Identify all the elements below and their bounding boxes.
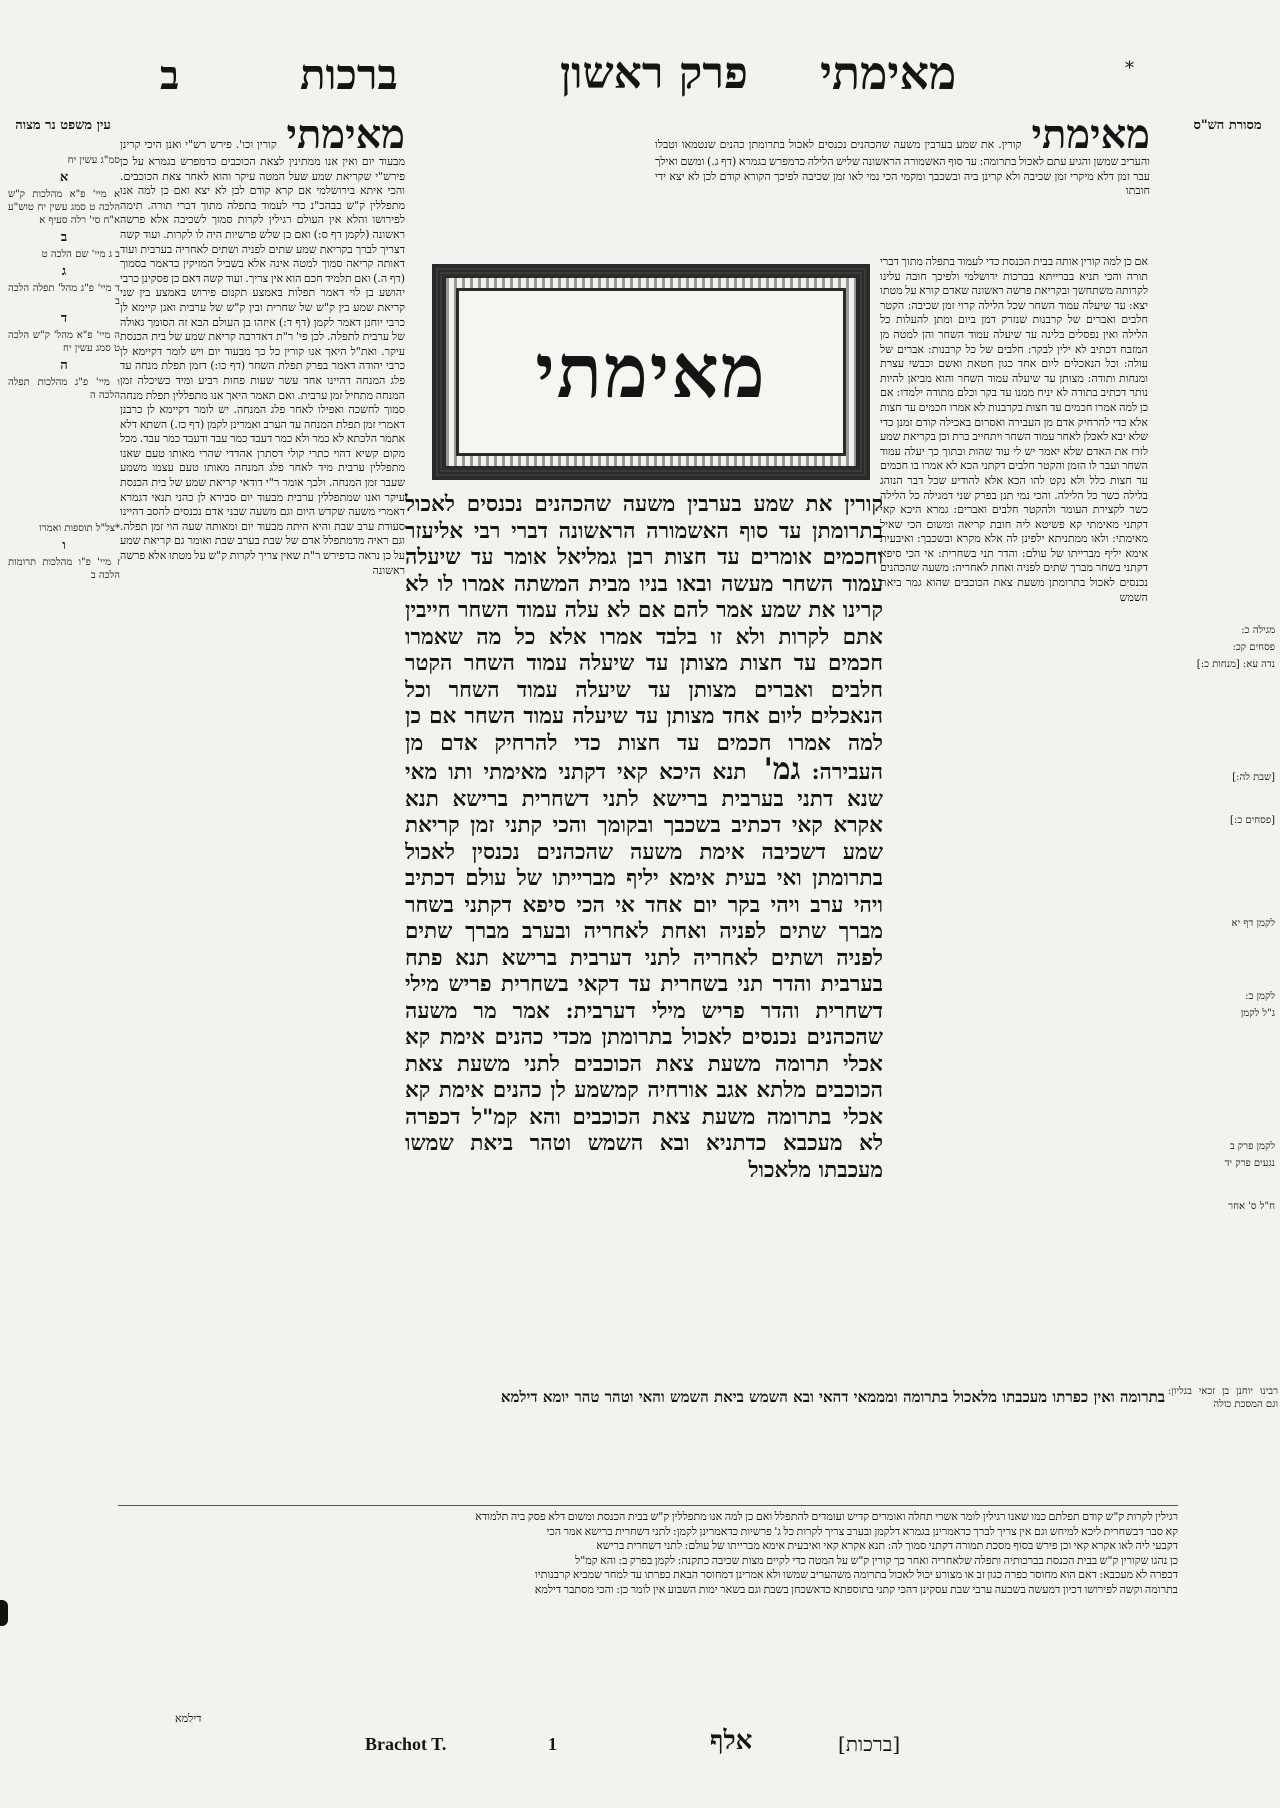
marginal-note: רבינו יוחנן בן זכאי בגליון: וגם המסכת כולה — [1168, 1386, 1278, 1410]
masoret-ref: נדה עא: [מנחות כ:] — [1196, 659, 1275, 670]
masoret-ref: לקמן דף יא — [1231, 918, 1275, 929]
ein-mishpat-entry: א מיי' פ"א מהלכות ק"ש הלכה ט סמג עשין יח טוש"ע א"ח סי' רלה סעיף א — [8, 189, 120, 226]
frame-panel — [456, 288, 846, 456]
hebrew-page-number: אלף — [710, 1726, 753, 1756]
masoret-hashas-label: מסורת הש"ס — [1193, 118, 1262, 133]
masoret-ref: נגעים פרק יד — [1224, 1158, 1275, 1169]
masoret-ref: ג"ל לקמן — [1240, 1008, 1275, 1019]
ein-mishpat-label: עין משפט נר מצוה — [15, 118, 111, 133]
rashi-top-text: קורין. את שמע בערבין משעה שהכהנים נכנסים לאכול בתרומתן כהנים שנטמאו וטבלו והעריב שמשן והגיע עתם לאכול בתרומה: עד סוף האשמורה הראשונה שליש הלילה כדמפרש בגמרא (דף ג.) ומשם ואילך עבר זמן דלא מיקרי זמן שכיבה ולא קרינן ביה ובשכבך ומקמי הכי נמי לאו זמן שכיבה לפיכך הקורא קודם לכן לא יצא ידי חובתו — [655, 138, 1150, 198]
binding-edge-mark — [0, 1600, 8, 1626]
ein-mishpat-letter: א — [59, 170, 69, 185]
framed-opening-word: מאימתי — [535, 328, 767, 415]
gemara-heading: גמ' — [763, 752, 801, 787]
commentary-line: רגילין לקרות ק"ש קודם תפלתם כמו שאנו רגילין לומר אשרי תחלה ואומרים קדיש ועומדים להתפלל ואם כן למה אנו מתפללין ק"ש בבית הכנסת ומשום דלא פסק ביה תלמודא — [475, 1510, 1178, 1523]
chapter-opening-word: מאימתי — [820, 46, 957, 100]
ein-mishpat-entry: ו מיי' פ"ג מהלכות תפלה הלכה ה — [8, 377, 120, 401]
ein-mishpat-letter: ה — [60, 358, 68, 373]
leaf-number: 1 — [548, 1734, 557, 1754]
rashi-side-text: אם כן למה קורין אותה בבית הכנסת כדי לעמוד בתפלה מתוך דברי תורה והכי תניא בברייתא בברכות ירושלמי ולפיכך חובה עלינו לקרותה משתחשך ובקריאת פרשה ראשונה שאדם קורא על מטתו יצא: עד שיעלה עמוד השחר שכל הלילה קרוי זמן שכיבה: הקטר חלבים ואברים של קרבנות שנזרק דמן ביום ומתן להעלות כל הלילה ואין נפסלים בלינה עד שיעלה עמוד השחר והן למטה מן המזבח דכתיב לא ילין לבקר: חלבים של כל קרבנות: אברים של עולה: וכל הנאכלים ליום אחד כגון חטאת ואשם וכבשי עצרת ומנחות ותודה: מצותן עד שיעלה עמוד השחר והוא מביאן להיות נותר דכתיב בתודה לא יניח ממנו עד בקר וכלם מתודה ילמדו: אם כן למה אמרו חכמים עד חצות בקרבנות לא אמרו חכמים עד חצות אלא כדי להרחיק אדם מן העבירה ואסרום באכילה קודם זמנן כדי שלא יבא לאכלן לאחר עמוד השחר ויתחייב כרת וכן בקריאת שמע לזרז את האדם שלא יאמר יש לי עוד שהות ובתוך כך יעלה עמוד השחר ועבר לו הזמן והקטר חלבים דקתני הכא לא אמרו בו חכמים עד חצות כלל ולא נקט להו הכא אלא להודיע שכל דבר הנוהג בלילה כשר כל הלילה. והכי נמי תנן בפרק שני דמגילה כל הלילה כשר לקצירת העומר ולהקטר חלבים ואברים: גמרא היכא קאי דקתני מאימתי קא פשיטא ליה חובת קריאה ומשום הכי שאיל מאימתי: ולאו ממתניתא ילפינן לה אלא מקרא ובשכבך: ואיבעית אימא יליף מברייתו של עולם: והדר תני בשחרית: אי הכי סיפא דקתני בשחר מברך שתים לפניה ואחת לאחריה: משעה שהכהנים נכנסים לאכול בתרומתן משעת צאת הכוכבים שהוא גמר ביאת השמש — [880, 255, 1148, 604]
ein-mishpat-entry: ז מיי' פ"ו מהלכות תרומות הלכה ב — [8, 557, 120, 581]
ein-mishpat-column — [8, 150, 120, 1500]
masoret-ref: לקמן פרק ב — [1229, 1141, 1275, 1152]
ein-mishpat-entry: ב ג מיי' שם הלכה ט — [41, 249, 120, 260]
ein-mishpat-entry: ד מיי' פ"ג מהל' תפלה הלכה ב — [8, 283, 120, 307]
ein-mishpat-letter: ד — [60, 311, 68, 326]
ein-mishpat-letter: ו — [62, 538, 66, 553]
commentary-line: קא סבר דבשחרית ליכא למיחש וגם אין צריך לברך כדאמרינן בגמרא דלקמן ובערב צריך לקרות כל ג' פרשיות כדאמרינן לקמן: לתני דשחרית ברישא אמר הכי — [546, 1524, 1178, 1538]
ein-mishpat-entry: ה מיי' פ"א מהל' ק"ש הלכה ט סמג עשין יח — [8, 330, 120, 354]
mishnah-text: קורין את שמע בערבין משעה שהכהנים נכנסים לאכול בתרומתן עד סוף האשמורה הראשונה דברי רבי אליעזר וחכמים אומרים עד חצות רבן גמליאל אומר עד שיעלה עמוד השחר מעשה ובאו בניו מבית המשתה אמרו לו לא קרינו את שמע אמר להם אם לא עלה עמוד השחר חייבין אתם לקרות ולא זו בלבד אמרו אלא כל מה שאמרו חכמים עד חצות מצותן עד שיעלה עמוד השחר הקטר חלבים ואברים מצותן עד שיעלה עמוד השחר וכל הנאכלים ליום אחד מצותן עד שיעלה עמוד השחר אם כן למה אמרו חכמים עד חצות כדי להרחיק אדם מן העבירה: — [405, 492, 883, 785]
tractate-title: ברכות — [300, 50, 398, 99]
tosafot-text: קורין וכו'. פירש רש"י ואנן היכי קרינן מבעוד יום ואין אנו ממתינין לצאת הכוכבים כדמפרש בגמרא על כן פירש"י שקריאת שמע שעל המטה עיקר והוא לאחר צאת הכוכבים. והכי איתא בירושלמי אם קרא קודם לכן לא יצא ואם כן למה אנו מתפללין ק"ש בבהכ"נ כדי לעמוד בתפלה מתוך דברי תורה. תימה לפירושו והלא אין העולם רגילין לקרות סמוך לשכיבה אלא פרשה ראשונה (לקמן דף ס:) ואם כן שלש פרשיות היה לו לקרות. ועוד קשה דצריך לברך בקריאת שמע שתים לפניה ושתים לאחריה בערבית ועוד דאותה קריאה סמוך למטה אינה אלא בשביל המזיקין כדאמר בסמוך (דף ה.) ואם תלמיד חכם הוא אין צריך. ועוד קשה דאם כן פסקינן כרבי יהושע בן לוי דאמר תפלות באמצע תקנום פירוש באמצע בין שני קריאת שמע בין ק"ש של שחרית ובין ק"ש של ערבית ואנן קיימא לן כרבי יוחנן דאמר לקמן (דף ד:) איזהו בן העולם הבא זה הסומך גאולה של ערבית לתפלה. לכן פי' ר"ת דאדרבה קריאת שמע של בית הכנסת עיקר. ואת"ל היאך אנו קורין כל כך מבעוד יום ויש לומר דקיימא לן כרבי יהודה דאמר בפרק תפלת השחר (דף כו:) דזמן תפלת מנחה עד פלג המנחה דהיינו אחד עשר שעות פחות רביע ומיד כשיכלה זמן המנחה מתחיל זמן ערבית. ואם תאמר היאך אנו מתפללין תפלת מנחה סמוך לחשכה ואפילו לאחר פלג המנחה. יש לומר דקיימא לן כרבנן דאמרי זמן תפלת המנחה עד הערב ואמרינן לקמן (דף כז.) השתא דלא אתמר הלכתא לא כמר ולא כמר דעבד כמר עבד ודעבד כמר עבד. מכל מקום קשיא דהוי כתרי קולי דסתרן אהדדי שהרי מאותו טעם שאנו מתפללין ערבית מיד לאחר פלג המנחה מאותו טעם עצמו משמע שעבר זמן המנחה. ולכך אומר ר"י דודאי קריאת שמע של בית הכנסת עיקר ואנו שמתפללין ערבית מבעוד יום סבירא לן כהני תנאי דגמרא דאמרי משעה שקדש היום וגם משעה שבני אדם נכנסים להסב דהיינו סעודת ערב שבת והיא היתה מבעוד יום ומאותה שעה הוי זמן תפלה. וגם ראיה מדמתפלל אדם של שבת בערב שבת ואומר גם קריאת שמע על כן נראה כדפירש ר"ת שאין צריך לקרות ק"ש על מטתו אלא פרשה ראשונה — [120, 138, 405, 577]
main-text-continuation: בתרומה ואין כפרתו מעכבתו מלאכול בתרומה ומממאי דהאי ובא השמש ביאת השמש והאי וטהר טהר יומא דילמא — [500, 1388, 1165, 1406]
ein-mishpat-letter: ב — [60, 230, 68, 245]
commentary-line: דקבעי ליה לאו אקרא קאי וכן פירש בסוף מסכת תמורה דקתני סמוך לה: תנא אקרא קאי ואיבעית אימא מברייתו של עולם: לתני דשחרית ברישא — [596, 1539, 1178, 1553]
ein-mishpat-letter: ג — [61, 264, 67, 279]
rashi-dibbur-hamatchil: מאימתי — [1031, 115, 1150, 158]
ornate-frame — [432, 264, 870, 480]
asterisk-mark: * — [1125, 58, 1134, 79]
masoret-ref: [שבת לה:] — [1232, 772, 1275, 783]
rashi-top-block — [655, 115, 1150, 255]
bottom-commentary — [118, 1505, 1178, 1700]
tosafot-dibbur-hamatchil: מאימתי — [286, 115, 405, 158]
ein-mishpat-entry: סמ"ג עשין יח — [67, 155, 120, 166]
masoret-ref: [פסחים כ:] — [1230, 815, 1275, 826]
commentary-line: כן נהגו שקורין ק"ש בבית הכנסת בברכותיה ותפלה שלאחריה ואחר כך קורין ק"ש על המטה כדי לקיים מצות שכיבה כתקנה: לקמן בפרק ב: והא קמ"ל — [575, 1553, 1178, 1567]
folio-number: ב — [160, 52, 180, 99]
masoret-ref: ח"ל ס' אחר — [1228, 1201, 1275, 1212]
gemara-text: תנא היכא קאי דקתני מאימתי ותו מאי שנא דתני בערבית ברישא לתני דשחרית ברישא תנא אקרא קאי דכתיב בשכבך ובקומך והכי קתני זמן קריאת שמע דשכיבה אימת משעה שהכהנים נכנסין לאכול בתרומתן ואי בעית אימא יליף מברייתו של עולם דכתיב ויהי ערב ויהי בקר יום אחד אי הכי סיפא דקתני בשחר מברך שתים לפניה ואחת לאחריה ובערב מברך שתים לפניה ושתים לאחריה לתני דערבית ברישא תנא פתח בערבית והדר תני בשחרית עד דקאי בשחרית פריש מילי דשחרית והדר פריש מילי דערבית: אמר מר משעה שהכהנים נכנסים לאכול בתרומתן מכדי כהנים אימת קא אכלי תרומה משעת צאת הכוכבים לתני משעת צאת הכוכבים מלתא אגב אורחיה קמשמע לן כהנים אימת קא אכלי בתרומה משעת צאת הכוכבים והא קמ"ל דכפרה לא מעכבא כדתניא ובא השמש וטהר ביאת שמשו מעכבתו מלאכול — [405, 760, 883, 1183]
printer-signature: [ברכות] — [838, 1732, 901, 1756]
chapter-title: פרק ראשון — [560, 48, 748, 99]
catchword: דילמא — [175, 1712, 202, 1725]
masoret-ref: מגילה כ: — [1241, 625, 1275, 636]
masoret-ref: לקמן ב: — [1245, 991, 1275, 1002]
main-text-block — [405, 492, 883, 1388]
tosafot-column — [120, 115, 405, 1495]
commentary-line: דכפרה לא מעכבא: דאם הוא מחוסר כפרה כגון זב או מצורע יכול לאכול בתרומה משהעריב שמשו ולא אמרינן דמחוסר הבאת כפרתו עד למחר שמביא קרבנותיו — [534, 1568, 1178, 1582]
rashi-column — [880, 255, 1148, 1535]
commentary-line: בתרומה וקשה לפירושו דכיון דמעשה בשבעה ערבי שבת עסקינן דהכי קתני בתוספתא כדאשכחן בשבת וגם בשאר ימות השבוע אין לומר כן: והכי מסתבר דילמא — [534, 1582, 1178, 1596]
masoret-ref: פסחים קכ: — [1232, 642, 1275, 653]
tractate-latin-name: Brachot T. — [365, 1734, 447, 1754]
ein-mishpat-note: *צל"ל תוספות ואמרו — [39, 523, 120, 534]
